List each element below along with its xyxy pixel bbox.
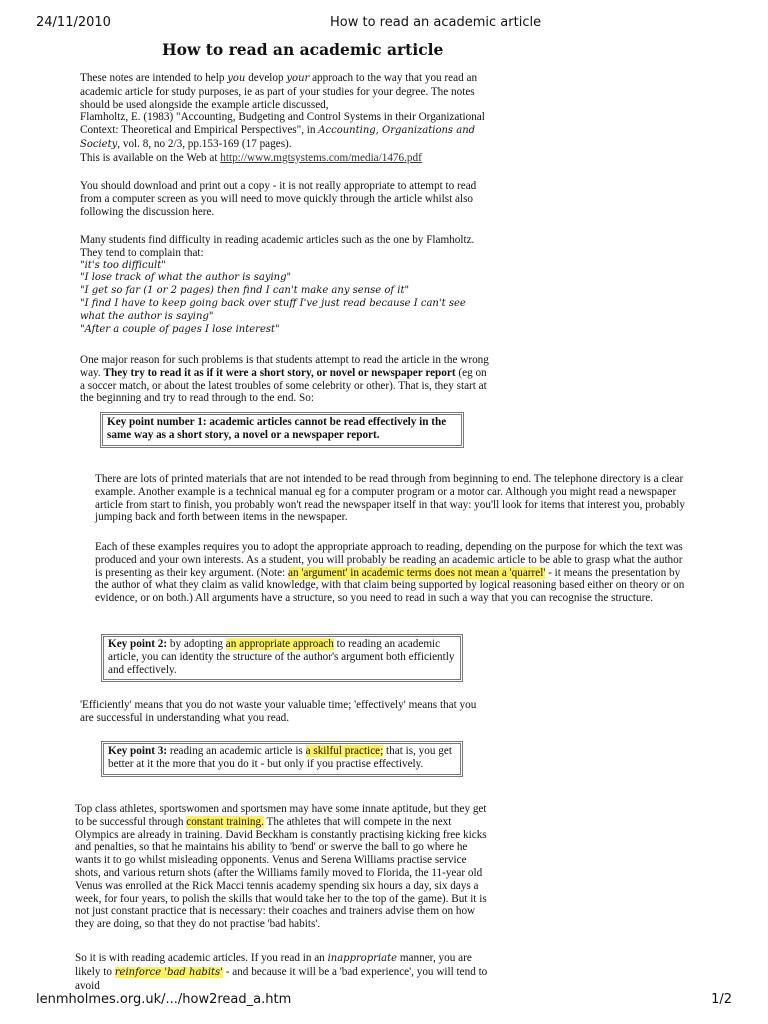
reason-text-2: (eg on a soccer match, or about the latest troubles of some celebrity or other). That is, they start at the beginning and try to read through to the end. So: <box>80 366 487 405</box>
key-point-2-text-2: to reading an academic article, you can identity the structure of the author's argument both efficiently and effectively. <box>108 638 455 676</box>
athletes-text-2: The athletes that will compete in the next Olympics are already in training. David Beckham is constantly practising kicking free kicks and penalties, so that he maintains his ability to 'bend' or swerve the ball to go where he wants it to go whilst misleading opponents. Venus and Serena Williams practise service shots, and various return shots (after the Williams family moved to Florida, the 11-year old Venus was enrolled at the Rick Macci tennis academy spending six hours a day, six days a week, for four years, to polish the skills that would take her to the top of the game). But it is not just constant practice that is necessary: their coaches and trainers advise them on how they are doing, so that they do not practise 'bad habits'. <box>75 815 487 931</box>
key-point-2-text-1: by adopting <box>167 638 226 650</box>
key-point-2-label: Key point 2: <box>108 638 168 650</box>
complaint-item: "I lose track of what the author is saying" <box>80 272 292 284</box>
key-point-2-highlight: an appropriate approach <box>225 638 334 650</box>
download-paragraph <box>80 180 490 218</box>
constant-training-highlight: constant training. <box>186 815 264 828</box>
efficiently-paragraph <box>80 699 482 725</box>
complaint-item: "After a couple of pages I lose interest" <box>80 323 280 335</box>
citation-journal: Accounting, Organizations and Society <box>80 125 476 150</box>
efficiently-text: 'Efficiently' means that you do not waste your valuable time; 'effectively' means that you are successful in understanding what you read. <box>80 699 477 724</box>
key-point-3-highlight: a skilful practice; <box>305 745 384 757</box>
examples-text-2: - it means the presentation by the author of what they claim as valid knowledge, with that claim being supported by logical reasoning based either on theory or on evidence, or on both.) All arguments have a structure, so you need to read in such a way that you can recognise the structure. <box>95 566 685 605</box>
intro-text-3: approach to the way that you read an academic article for study purposes, ie as part of your studies for your degree. The notes should be used alongside the example article discussed, <box>80 72 478 111</box>
key-point-3-text-1: reading an academic article is <box>167 745 306 757</box>
key-point-3-text-2: that is, you get better at it the more that you do it - but only if you practise effectively. <box>108 745 452 770</box>
intro-text-2: develop <box>245 72 287 84</box>
print-page-title: How to read an academic article <box>330 15 542 30</box>
key-point-1-text: academic articles cannot be read effectively in the same way as a short story, a novel or a newspaper report. <box>107 416 447 441</box>
print-date: 24/11/2010 <box>36 15 111 30</box>
document-title: How to read an academic article <box>162 40 444 59</box>
citation-text: Flamholtz, E. (1983) "Accounting, Budgeting and Control Systems in their Organizational Context: Theoretical and Empirical Perspectives", in <box>80 111 485 137</box>
download-text: You should download and print out a copy - it is not really appropriate to attempt to read from a computer screen as you will need to move quickly through the article whilst also following the discussion here. <box>80 180 477 218</box>
intro-your: your <box>286 73 310 84</box>
examples-text-1: Each of these examples requires you to adopt the appropriate approach to reading, depending on the purpose for which the text was produced and your own interests. As a student, you will probably be reading an academic article to be able to grasp what the author is presenting as their key argument. (Note: <box>95 541 683 579</box>
key-point-2-box <box>101 634 463 682</box>
complaint-item: "it's too difficult" <box>80 259 166 271</box>
argument-highlight: an 'argument' in academic terms does not mean a 'quarrel' <box>288 566 546 579</box>
reason-text-1: One major reason for such problems is that students attempt to read the article in the wrong way. <box>80 354 489 379</box>
page-number: 1/2 <box>711 992 732 1007</box>
athletes-paragraph <box>75 803 495 931</box>
athletes-text-1: Top class athletes, sportswomen and sportsmen may have some innate aptitude, but they get to be successful through <box>75 803 487 828</box>
key-point-3-label: Key point 3: <box>108 745 168 757</box>
complaint-item: "I get so far (1 or 2 pages) then find I can't make any sense of it" <box>80 285 410 297</box>
so-text-1: So it is with reading academic articles. If you read in an <box>75 952 328 964</box>
so-text-3: - and because it will be a 'bad experience', you will tend to avoid <box>75 965 488 992</box>
bad-habits-highlight: reinforce 'bad habits' <box>114 966 223 978</box>
difficulty-paragraph <box>80 234 492 336</box>
examples-paragraph <box>95 541 687 605</box>
key-point-1-box <box>100 412 464 448</box>
print-footer <box>36 992 732 1012</box>
complaint-item: "I find I have to keep going back over stuff I've just read because I can't see what the author is saying" <box>80 297 466 322</box>
key-point-3-box <box>101 741 463 777</box>
reason-bold-text: They try to read it as if it were a short story, or novel or newspaper report <box>103 366 456 379</box>
printed-materials-paragraph <box>95 473 685 524</box>
reason-paragraph <box>80 354 490 405</box>
citation-details: , vol. 8, no 2/3, pp.153-169 (17 pages). <box>117 137 292 150</box>
so-text-2: manner, you are likely to <box>75 952 472 978</box>
article-pdf-link[interactable]: http://www.mgtsystems.com/media/1476.pdf <box>220 151 422 164</box>
intro-paragraph <box>80 72 492 165</box>
printed-materials-text: There are lots of printed materials that are not intended to be read through from beginning to end. The telephone directory is a clear example. Another example is a technical manual eg for a computer program or a motor car. Although you might read a newspaper article from start to finish, you probably won't read the newspaper itself in that way: you'll look for items that interest you, probably jumping back and forth between items in the newspaper. <box>95 473 685 524</box>
source-url: lenmholmes.org.uk/.../how2read_a.htm <box>36 992 292 1007</box>
so-inappropriate: inappropriate <box>327 953 398 964</box>
intro-text-1: These notes are intended to help <box>80 72 228 84</box>
key-point-1-label: Key point number 1: <box>107 416 207 428</box>
web-availability-text: This is available on the Web at <box>80 151 221 164</box>
print-header <box>36 15 732 35</box>
difficulty-text: Many students find difficulty in reading academic articles such as the one by Flamholtz. They tend to complain that: <box>80 234 475 259</box>
intro-you: you <box>227 73 246 84</box>
so-paragraph <box>75 952 491 992</box>
